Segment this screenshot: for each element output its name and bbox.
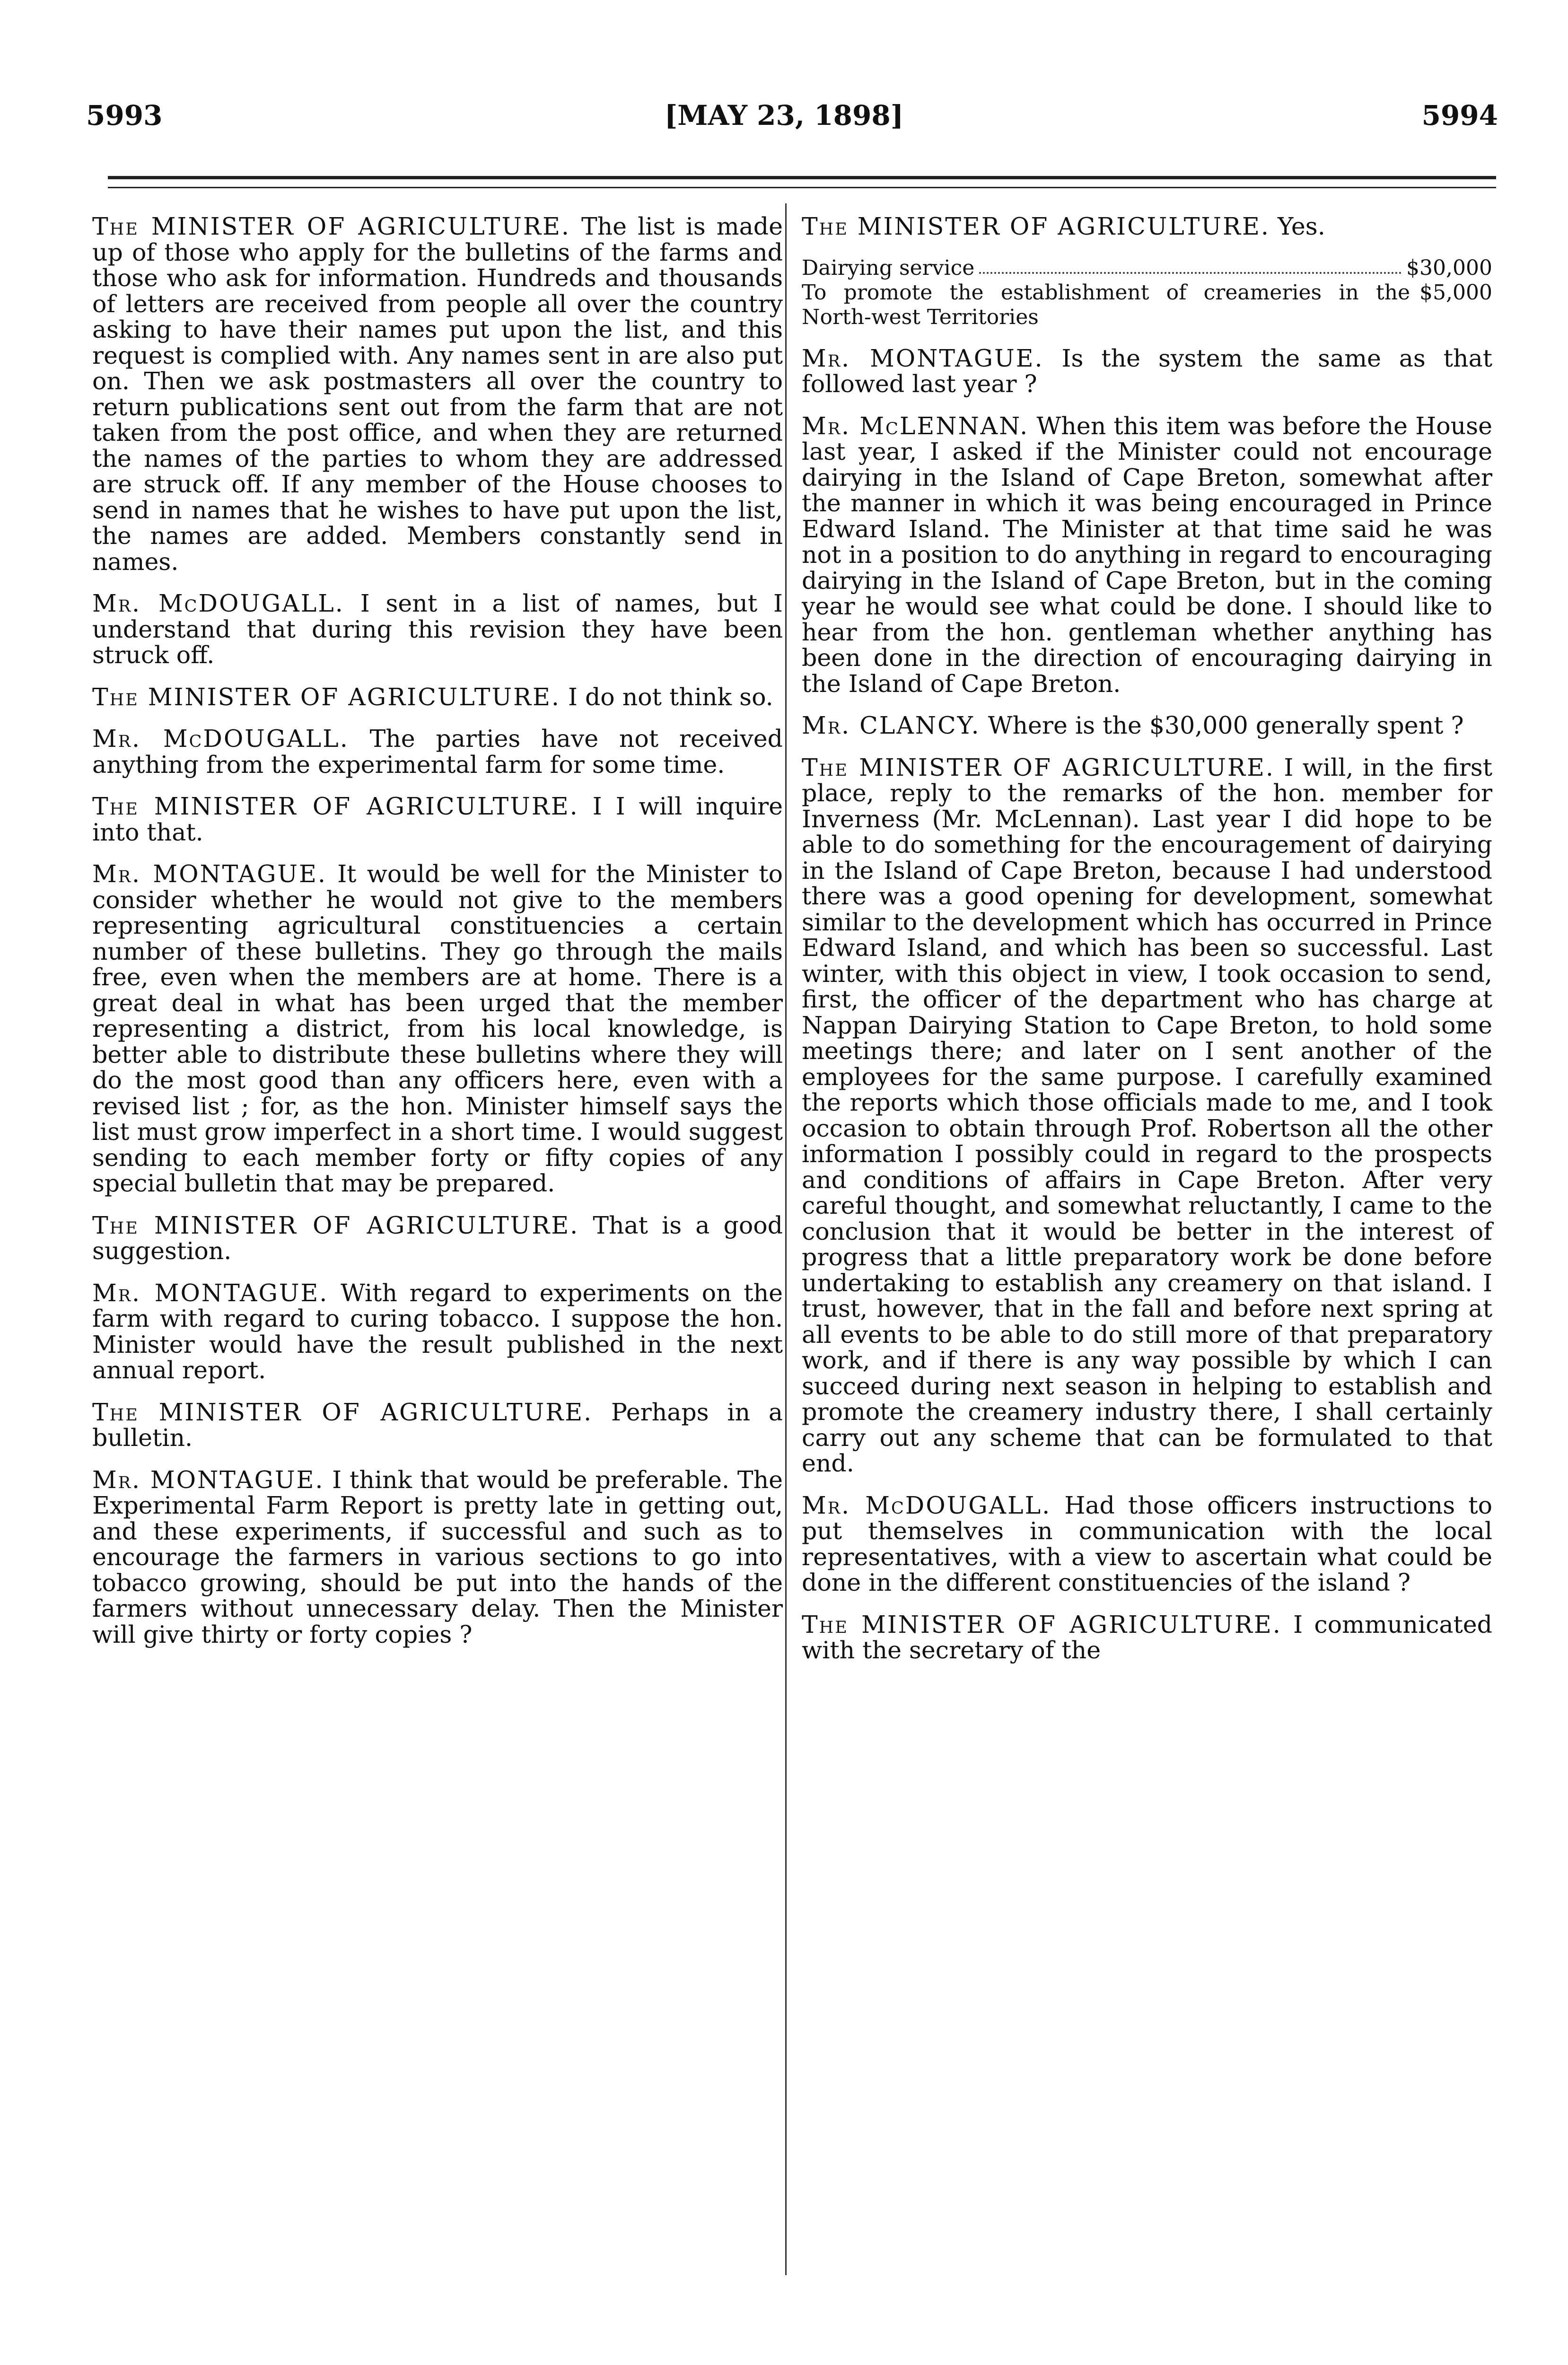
paragraph	[92, 1213, 783, 1264]
speaker: Mr. McLENNAN.	[802, 412, 1029, 440]
speaker: The MINISTER OF AGRICULTURE.	[92, 212, 570, 240]
speech: That is a good suggestion.	[92, 1211, 783, 1265]
speaker: Mr. MONTAGUE.	[802, 344, 1044, 372]
speaker: The MINISTER OF AGRICULTURE.	[92, 1398, 593, 1426]
paragraph	[92, 1400, 783, 1451]
speech: Had those officers instructions to put themselves in communication with the local representatives, with a view to ascertain what could be done in the different constituencies of the island ?	[802, 1491, 1492, 1596]
speech: With regard to experiments on the farm with regard to curing tobacco. I suppose the hon. Minister would have the result published in the next annual report.	[92, 1279, 783, 1384]
paragraph	[802, 214, 1492, 240]
column-divider	[785, 203, 787, 2275]
right-column	[802, 214, 1492, 1680]
speech: It would be well for the Minister to consider whether he would not give to the members representing agricultural constituencies a certain number of these bulletins. They go through the mails free, even when the members are at home. There is a great deal in what has been urged that the member representing a district, from his local knowledge, is better able to distribute these bulletins where they will do the most good than any officers here, even with a revised list ; for, as the hon. Minister himself says the list must grow imperfect in a short time. I would suggest sending to each member forty or fifty copies of any special bulletin that may be prepared.	[92, 860, 783, 1197]
paragraph	[92, 794, 783, 845]
speaker: Mr. MONTAGUE.	[92, 1465, 324, 1494]
speech: I sent in a list of names, but I understand that during this revision they have been struck off.	[92, 589, 783, 669]
speech: I think that would be preferable. The Experimental Farm Report is pretty late in getting out, and these experiments, if successful and such as to encourage the farmers in various sections to go into tobacco growing, should be put into the hands of the farmers without unnecessary delay. Then the Minister will give thirty or forty copies ?	[92, 1465, 783, 1648]
speaker: The MINISTER OF AGRICULTURE.	[802, 753, 1275, 781]
paragraph	[92, 214, 783, 575]
speaker: Mr. McDOUGALL.	[802, 1491, 1051, 1519]
paragraph	[802, 755, 1492, 1477]
paragraph	[92, 684, 783, 710]
speaker: The MINISTER OF AGRICULTURE.	[802, 212, 1270, 240]
speaker: Mr. McDOUGALL.	[92, 589, 344, 617]
speaker: The MINISTER OF AGRICULTURE.	[92, 792, 579, 820]
paragraph	[802, 713, 1492, 739]
paragraph	[92, 726, 783, 778]
paragraph	[802, 1493, 1492, 1596]
paragraph	[92, 861, 783, 1197]
estimate-item	[802, 280, 1492, 330]
paragraph	[92, 591, 783, 668]
speaker: The MINISTER OF AGRICULTURE.	[802, 1610, 1282, 1638]
header-rule-thick	[108, 176, 1496, 179]
page-header	[0, 95, 1568, 137]
speech: Perhaps in a bulletin.	[92, 1398, 783, 1452]
left-column	[92, 214, 783, 1664]
header-date: [MAY 23, 1898]	[664, 99, 904, 131]
estimate-label: To promote the establishment of creameries in the North-west Territories	[802, 280, 1410, 329]
estimate-item	[802, 256, 1492, 280]
speaker: Mr. MONTAGUE.	[92, 860, 327, 888]
paragraph	[802, 346, 1492, 397]
speech: The list is made up of those who apply for the bulletins of the farms and those who ask for information. Hundreds and thousands of letters are received from people all over the country asking to have their names put upon the list, and this request is complied with. Any names sent in are also put on. Then we ask postmasters all over the country to return publications sent out from the farm that are not taken from the post office, and when they are returned the names of the parties to whom they are addressed are struck off. If any member of the House chooses to send in names that he wishes to have put upon the list, the names are added. Members constantly send in names.	[92, 212, 783, 576]
speech: Where is the $30,000 generally spent ?	[988, 711, 1464, 739]
paragraph	[802, 413, 1492, 697]
paragraph	[92, 1467, 783, 1648]
speech: I will, in the first place, reply to the remarks of the hon. member for Inverness (Mr. McLennan). Last year I did hope to be able to do something for the encouragement of dairying in the Island of Cape Breton, because I had understood there was a good opening for development, somewhat similar to the development which has occurred in Prince Edward Island, and which has been so successful. Last winter, with this object in view, I took occasion to send, first, the officer of the department who has charge at Nappan Dairying Station to Cape Breton, to hold some meetings there; and later on I sent another of the employees for the same purpose. I carefully examined the reports which those officials made to me, and I took occasion to obtain through Prof. Robertson all the other information I possibly could in regard to the prospects and conditions of affairs in Cape Breton. After very careful thought, and somewhat reluctantly, I came to the conclusion that it would be better in the interest of progress that a little preparatory work be done before undertaking to establish any creamery on that island. I trust, however, that in the fall and before next spring at all events to be able to do still more of that preparatory work, and if there is any way possible by which I can succeed during next season in helping to establish and promote the creamery industry there, I shall certainly carry out any scheme that can be formulated to that end.	[802, 753, 1492, 1477]
page-number-right: 5994	[1421, 99, 1498, 131]
speaker: The MINISTER OF AGRICULTURE.	[92, 1211, 579, 1239]
speech: I I will inquire into that.	[92, 792, 783, 846]
paragraph	[802, 1612, 1492, 1664]
speech: Is the system the same as that followed last year ?	[802, 344, 1492, 398]
speaker: Mr. CLANCY.	[802, 711, 981, 739]
speech: Yes.	[1277, 212, 1325, 240]
estimates-list	[802, 256, 1492, 330]
estimate-amount: $5,000	[1419, 280, 1492, 305]
leader-dots	[979, 256, 1402, 274]
speech: I do not think so.	[568, 683, 773, 711]
header-rule-thin	[108, 187, 1496, 188]
page-number-left: 5993	[86, 99, 163, 131]
speech: When this item was before the House last year, I asked if the Minister could not encourage dairying in the Island of Cape Breton, somewhat after the manner in which it was being encouraged in Prince Edward Island. The Minister at that time said he was not in a position to do anything in regard to encouraging dairying in the Island of Cape Breton, but in the coming year he would see what could be done. I should like to hear from the hon. gentleman whether anything has been done in the direction of encouraging dairying in the Island of Cape Breton.	[802, 412, 1492, 698]
estimate-label: Dairying service	[802, 255, 975, 280]
speech: The parties have not received anything from the experimental farm for some time.	[92, 725, 783, 779]
estimate-amount: $30,000	[1406, 255, 1492, 280]
speaker: The MINISTER OF AGRICULTURE.	[92, 683, 561, 711]
paragraph	[92, 1280, 783, 1384]
speaker: Mr. McDOUGALL.	[92, 725, 349, 753]
speech: I communicated with the secretary of the	[802, 1610, 1492, 1664]
speaker: Mr. MONTAGUE.	[92, 1279, 329, 1307]
